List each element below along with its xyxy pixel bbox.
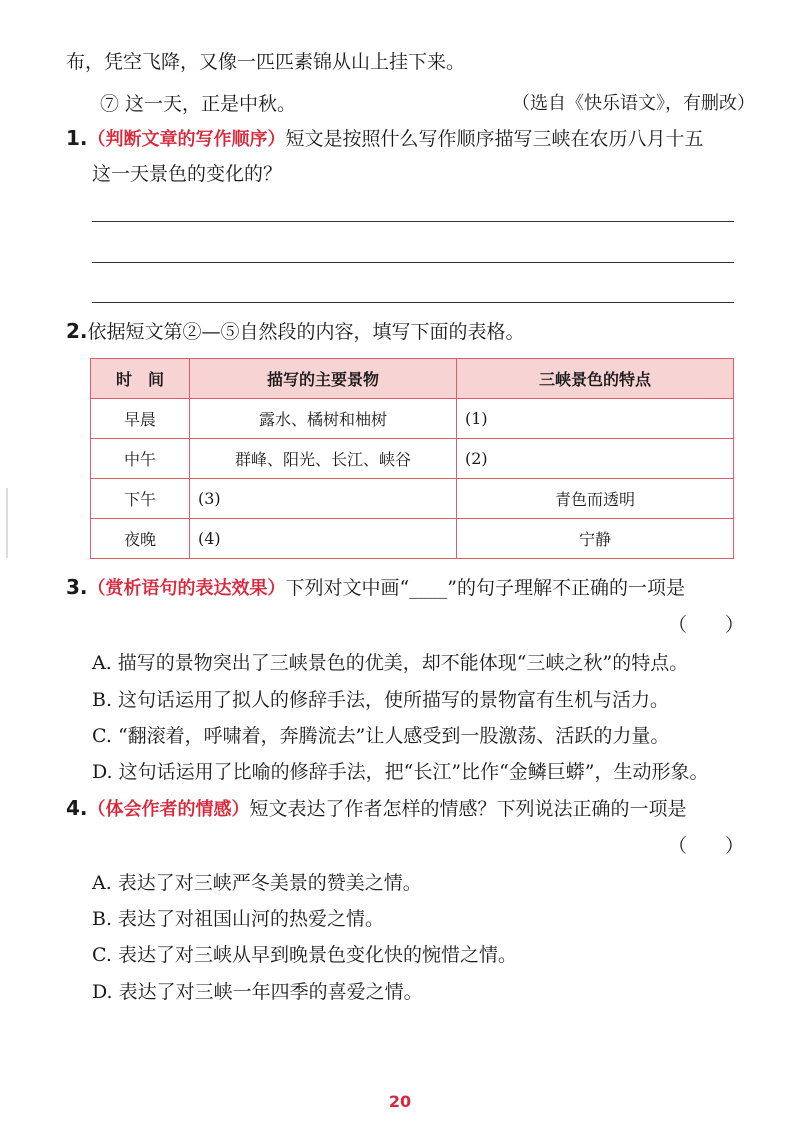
question-3 xyxy=(66,575,685,601)
question-2 xyxy=(66,319,525,344)
table-cell-time: 下午 xyxy=(91,479,190,519)
question-4 xyxy=(66,796,687,822)
option-b[interactable]: B. 这句话运用了拟人的修辞手法，使所描写的景物富有生机与活力。 xyxy=(92,689,670,711)
table-cell-feature-blank[interactable]: (2) xyxy=(457,439,734,479)
question-tag: （赏析语句的表达效果） xyxy=(87,578,286,599)
table-header-feature: 三峡景色的特点 xyxy=(457,359,734,399)
table-row xyxy=(91,399,734,439)
question-text: 依据短文第②—⑤自然段的内容，填写下面的表格。 xyxy=(87,321,525,343)
table-cell-scene-blank[interactable]: (3) xyxy=(190,479,457,519)
table-cell-time: 中午 xyxy=(91,439,190,479)
table-header-row xyxy=(91,359,734,399)
table-cell-scene: 露水、橘树和柚树 xyxy=(190,399,457,439)
table-header-scene: 描写的主要景物 xyxy=(190,359,457,399)
answer-line[interactable] xyxy=(92,221,734,222)
table-cell-scene: 群峰、阳光、长江、峡谷 xyxy=(190,439,457,479)
question-tag: （判断文章的写作顺序） xyxy=(87,129,286,150)
table-cell-time: 夜晚 xyxy=(91,519,190,559)
option-d[interactable]: D. 这句话运用了比喻的修辞手法，把“长江”比作“金鳞巨蟒”，生动形象。 xyxy=(92,761,709,783)
table-cell-feature: 宁静 xyxy=(457,519,734,559)
table-header-time: 时 间 xyxy=(91,359,190,399)
option-d[interactable]: D. 表达了对三峡一年四季的喜爱之情。 xyxy=(92,981,423,1003)
table-row xyxy=(91,479,734,519)
passage-paragraph-7: ⑦ 这一天，正是中秋。 xyxy=(100,93,297,115)
option-b[interactable]: B. 表达了对祖国山河的热爱之情。 xyxy=(92,908,385,930)
question-number: 4. xyxy=(66,796,88,820)
question-text: 短文表达了作者怎样的情感？下列说法正确的一项是 xyxy=(249,798,687,820)
question-number: 2. xyxy=(66,319,88,343)
table-cell-scene-blank[interactable]: (4) xyxy=(190,519,457,559)
passage-line: 布，凭空飞降，又像一匹匹素锦从山上挂下来。 xyxy=(66,51,466,73)
option-a[interactable]: A. 描写的景物突出了三峡景色的优美，却不能体现“三峡之秋”的特点。 xyxy=(92,652,689,674)
question-tag: （体会作者的情感） xyxy=(87,799,250,820)
scenery-table xyxy=(90,358,734,559)
option-c[interactable]: C. “翻滚着，呼啸着，奔腾流去”让人感受到一股激荡、活跃的力量。 xyxy=(92,725,670,747)
table-cell-feature-blank[interactable]: (1) xyxy=(457,399,734,439)
table-cell-feature: 青色而透明 xyxy=(457,479,734,519)
option-a[interactable]: A. 表达了对三峡严冬美景的赞美之情。 xyxy=(92,872,422,894)
question-number: 1. xyxy=(66,126,88,150)
question-1-line-2: 这一天景色的变化的？ xyxy=(92,163,283,185)
option-c[interactable]: C. 表达了对三峡从早到晚景色变化快的惋惜之情。 xyxy=(92,944,517,966)
table-cell-time: 早晨 xyxy=(91,399,190,439)
answer-parentheses[interactable]: （ ） xyxy=(668,835,745,857)
answer-parentheses[interactable]: （ ） xyxy=(668,614,745,636)
answer-line[interactable] xyxy=(92,262,734,263)
table-row xyxy=(91,519,734,559)
question-1 xyxy=(66,126,704,152)
binding-mark xyxy=(6,488,8,558)
question-number: 3. xyxy=(66,575,88,599)
passage-source: （选自《快乐语文》，有删改） xyxy=(512,93,755,114)
page-number: 20 xyxy=(388,1092,412,1111)
table-row xyxy=(91,439,734,479)
question-text: 下列对文中画“____”的句子理解不正确的一项是 xyxy=(285,577,685,599)
question-text: 短文是按照什么写作顺序描写三峡在农历八月十五 xyxy=(285,128,704,150)
answer-line[interactable] xyxy=(92,302,734,303)
